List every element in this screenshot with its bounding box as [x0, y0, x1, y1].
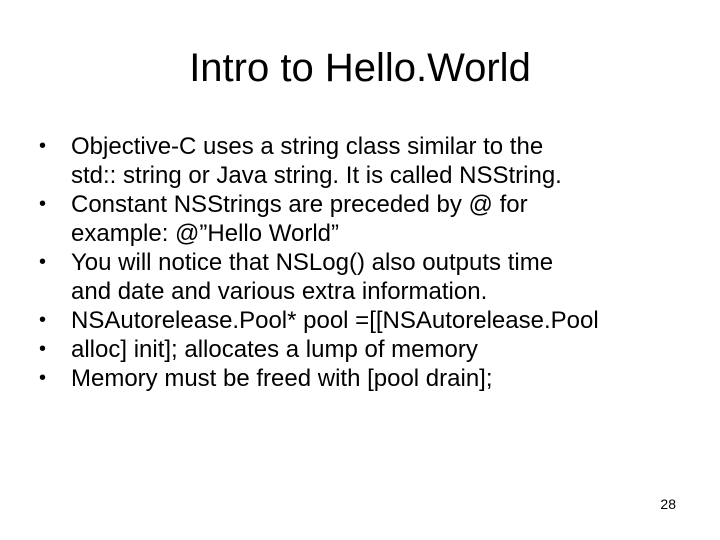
bullet-marker: •: [39, 135, 47, 157]
bullet-text: NSAutorelease.Pool* pool =[[NSAutorelease.Pool: [71, 307, 599, 334]
page-number: 28: [660, 496, 676, 512]
bullet-marker: •: [39, 309, 47, 331]
slide-title: Intro to Hello.World: [189, 46, 531, 90]
bullet-text: alloc] init]; allocates a lump of memory: [71, 336, 478, 363]
bullet-marker: •: [39, 193, 47, 215]
bullet-marker: •: [39, 251, 47, 273]
bullet-item: [36, 306, 706, 335]
bullet-item: [36, 248, 706, 306]
bullet-marker: •: [39, 367, 47, 389]
bullet-text: Constant NSStrings are preceded by @ for example: @”Hello World”: [71, 191, 528, 247]
bullet-item: [36, 335, 706, 364]
bullet-text: Memory must be freed with [pool drain];: [71, 365, 493, 392]
bullet-item: [36, 190, 706, 248]
bullet-item: [36, 364, 706, 393]
bullet-text: Objective-C uses a string class similar to the std:: string or Java string. It is called NSString.: [71, 133, 562, 189]
bullet-text: You will notice that NSLog() also outputs time and date and various extra information.: [71, 249, 554, 305]
bullet-marker: •: [39, 338, 47, 360]
bullet-item: [36, 132, 706, 190]
bullet-list: [36, 132, 706, 393]
